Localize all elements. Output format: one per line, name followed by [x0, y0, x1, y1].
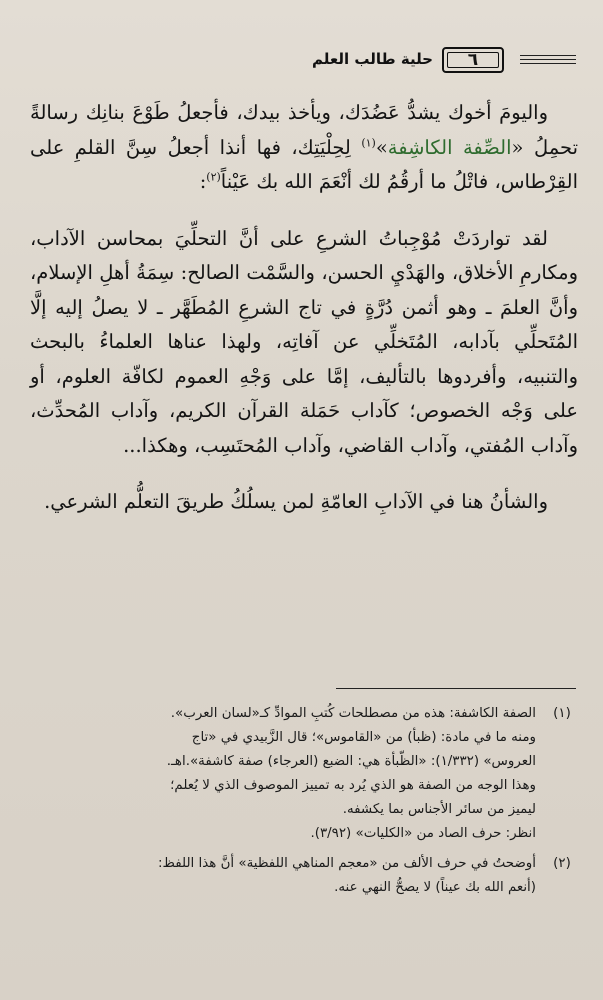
footnote-line: أوضحتُ في حرف الألف من «معجم المناهي اللفظية» أنَّ هذا اللفظ:	[158, 856, 536, 871]
footnote-number: (٢)	[553, 856, 571, 871]
paragraph-conclusion: والشأنُ هنا في الآدابِ العامّةِ لمن يسلُكُ طريقَ التعلُّم الشرعي.	[44, 490, 548, 513]
header-ornament-rule	[520, 55, 576, 67]
main-text	[30, 96, 578, 520]
footnote-line: العروس» (١/٣٣٢): «الظَّبأة هي: الضبع (العرجاء) صفة كاشفة».اهـ.	[166, 754, 536, 769]
highlighted-phrase: الصِّفة الكاشِفة	[387, 135, 512, 159]
footnotes	[30, 702, 578, 900]
footnote-line: انظر: حرف الصاد من «الكليات» (٣/٩٢).	[310, 826, 536, 841]
page-header	[0, 40, 603, 90]
footnote-number: (١)	[553, 706, 571, 721]
footnote-line: ومنه ما في مادة: (ظبأ) من «القاموس»؛ قال الزَّبيدي في «تاج	[191, 730, 536, 745]
footnote-line: ليميز من سائر الأجناس بما يكشفه.	[342, 802, 536, 817]
paragraph-adab: لقد تواردَتْ مُوْجِباتُ الشرعِ على أنَّ التحلِّيَ بمحاسن الآداب، ومكارمِ الأخلاق، والهَدْيِ الحسن، والسَّمْت الصالح: سِمَةُ أهلِ الإسلام، وأنَّ العلمَ ـ وهو أثمن دُرَّةٍ في تاج الشرعِ المُطَهَّر ـ لا يصلُ إليه إلَّا المُتَحلِّي بآدابه، المُتَخلِّي عن آفاتِه، ولهذا عناها العلماءُ بالبحث والتنبيه، وأفردوها بالتأليف، إمَّا على وَجْهِ العموم لكافّة العلوم، أو على وَجْه الخصوص؛ كآداب حَمَلة القرآن الكريم، وآداب المُحدِّث، وآداب المُفتي، وآداب القاضي، وآداب المُحتَسِب، وهكذا...	[30, 226, 578, 457]
footnote-1	[30, 702, 578, 846]
page-number: ٦	[467, 50, 479, 70]
footnote-2	[30, 852, 578, 900]
footnote-line: (أنعم الله بك عيناً) لا يصحُّ النهي عنه.	[334, 880, 536, 895]
footnote-line: وهذا الوجه من الصفة هو الذي يُرد به تمييز الموصوف الذي لا يُعلم؛	[170, 778, 536, 793]
footnote-separator	[336, 688, 576, 689]
footnote-line: الصفة الكاشفة: هذه من مصطلحات كُتبِ الموادِّ كـ«لسان العرب».	[170, 706, 536, 721]
book-title: حلية طالب العلم	[312, 50, 433, 68]
footnote-ref-2[interactable]: (٢)	[206, 170, 221, 184]
footnote-ref-1[interactable]: (١)	[361, 136, 376, 149]
page-number-frame	[442, 47, 504, 73]
paragraph-intro: واليومَ أخوك يشدُّ عَضُدَك، ويأخذ بيدك، فأجعلُ طَوْعَ بنانِك رسالةً تحمِلُ «الصِّفة الكاشِفة»$^{(١)}$ لِحِلْيَتِك، فها أنذا أجعلُ سِنَّ القلمِ على القِرْطاس، فاتْلُ ما أرقُمُ لك أنْعَمَ الله بك عَيْناً$^{(٢)}$:	[30, 101, 578, 193]
